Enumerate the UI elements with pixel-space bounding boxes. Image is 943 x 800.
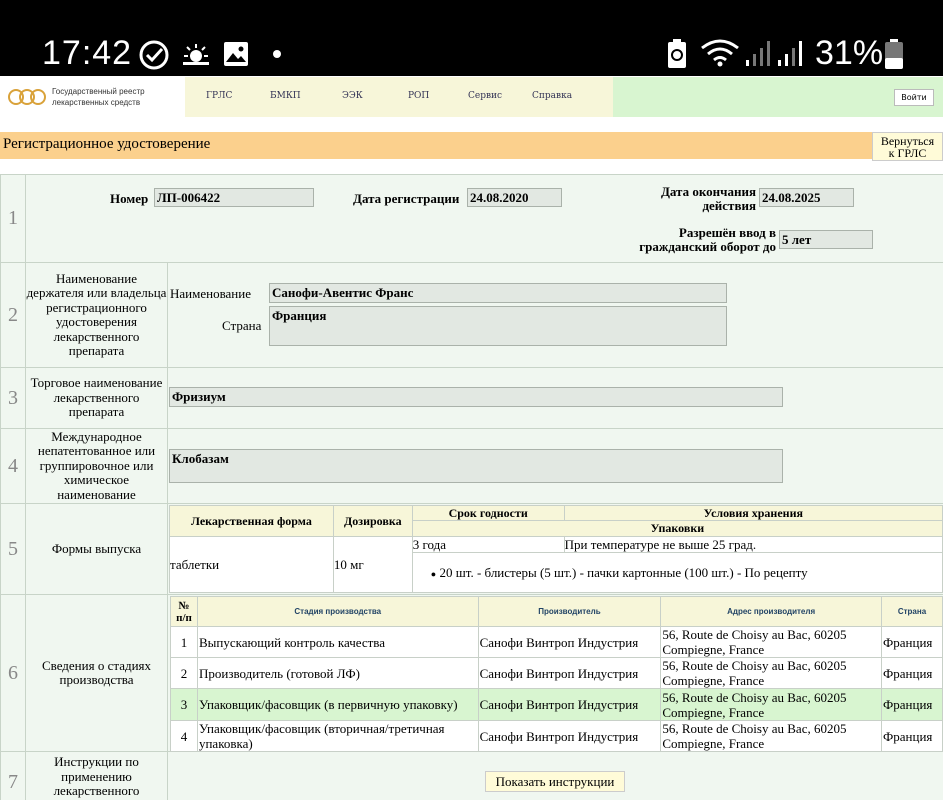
battery-saver-icon xyxy=(666,38,688,70)
back-to-grls-button[interactable]: Вернуться к ГРЛС xyxy=(872,132,943,161)
inn-label: Международное непатентованное или группировочное или химическое наименование xyxy=(26,429,168,503)
battery-percent: 31% xyxy=(815,34,884,72)
col-form: Лекарственная форма xyxy=(170,506,334,537)
logo-text: Государственный реестр лекарственных средств xyxy=(52,87,145,107)
col-stage: Стадия производства xyxy=(197,597,478,627)
holder-country-field: Франция xyxy=(269,306,727,346)
nav-bmkp[interactable]: БМКП xyxy=(270,91,301,101)
trade-name-label: Торговое наименование лекарственного препарата xyxy=(26,368,168,428)
status-bar xyxy=(0,0,943,76)
signal-icon xyxy=(744,38,772,68)
section-6 xyxy=(1,595,943,752)
weather-icon xyxy=(180,40,212,70)
section-number: 7 xyxy=(1,752,26,800)
package-item: 20 шт. - блистеры (5 шт.) - пачки картонные (100 шт.) - По рецепту xyxy=(439,564,808,580)
page-title: Регистрационное удостоверение xyxy=(3,136,211,152)
table-row: 3 Упаковщик/фасовщик (в первичную упаковку) Санофи Винтроп Индустрия 56, Route de Choisy au Bac, 60205 Compiegne, France Франция xyxy=(171,689,943,721)
allowed-until-field: 5 лет xyxy=(779,230,873,249)
form-cell: таблетки xyxy=(170,537,334,593)
reg-date-label: Дата регистрации xyxy=(353,191,460,206)
main-nav xyxy=(185,77,613,117)
holder-name-label: Наименование xyxy=(170,286,251,301)
section-3 xyxy=(1,368,943,429)
logo-rings-icon xyxy=(7,84,47,110)
package-cell: ● 20 шт. - блистеры (5 шт.) - пачки картонные (100 шт.) - По рецепту xyxy=(412,553,942,593)
release-forms-table xyxy=(169,505,943,593)
col-storage: Условия хранения xyxy=(564,506,942,521)
col-packages: Упаковки xyxy=(412,521,942,537)
gallery-icon xyxy=(222,40,250,68)
signal-icon-2 xyxy=(776,38,804,68)
shelf-cell: 3 года xyxy=(412,537,564,553)
certificate-details xyxy=(0,174,943,800)
logo[interactable] xyxy=(0,77,185,117)
page-title-bar xyxy=(0,132,872,159)
table-row: 4 Упаковщик/фасовщик (вторичная/третичная упаковка) Санофи Винтроп Индустрия 56, Route de Choisy au Bac, 60205 Compiegne, France Франция xyxy=(171,721,943,752)
section-number: 4 xyxy=(1,429,26,503)
instructions-label: Инструкции по применению лекарственного xyxy=(26,752,168,800)
header-right xyxy=(613,77,943,117)
holder-label: Наименование держателя или владельца регистрационного удостоверения лекарственного препарата xyxy=(26,263,168,367)
dot-icon xyxy=(272,49,282,59)
number-label: Номер xyxy=(110,191,149,206)
number-field: ЛП-006422 xyxy=(154,188,314,207)
end-date-field: 24.08.2025 xyxy=(759,188,854,207)
status-time: 17:42 xyxy=(42,34,133,72)
battery-icon xyxy=(884,38,904,70)
section-number: 3 xyxy=(1,368,26,428)
reg-date-field: 24.08.2020 xyxy=(467,188,562,207)
site-header xyxy=(0,77,943,117)
trade-name-field: Фризиум xyxy=(169,387,783,407)
col-producer: Производитель xyxy=(478,597,661,627)
section-number: 6 xyxy=(1,595,26,751)
inn-field: Клобазам xyxy=(169,449,783,483)
dose-cell: 10 мг xyxy=(333,537,412,593)
col-address: Адрес производителя xyxy=(661,597,882,627)
nav-service[interactable]: Сервис xyxy=(468,91,503,101)
col-shelf: Срок годности xyxy=(412,506,564,521)
storage-cell: При температуре не выше 25 град. xyxy=(564,537,942,553)
holder-country-label: Страна xyxy=(222,318,262,333)
nav-grls[interactable]: ГРЛС xyxy=(206,91,233,101)
section-5 xyxy=(1,504,943,595)
section-number: 1 xyxy=(1,175,26,262)
col-number: № п/п xyxy=(171,597,198,627)
show-instructions-button[interactable]: Показать инструкции xyxy=(485,771,625,792)
release-forms-label: Формы выпуска xyxy=(26,504,168,594)
wifi-icon xyxy=(700,38,740,68)
section-number: 2 xyxy=(1,263,26,367)
section-2 xyxy=(1,263,943,368)
col-dose: Дозировка xyxy=(333,506,412,537)
section-1 xyxy=(1,175,943,263)
login-button[interactable]: Войти xyxy=(894,89,934,106)
production-stages-table xyxy=(170,596,943,752)
col-country: Страна xyxy=(881,597,942,627)
nav-rop[interactable]: РОП xyxy=(408,91,430,101)
check-circle-icon xyxy=(138,39,170,71)
nav-help[interactable]: Справка xyxy=(532,91,573,101)
allowed-until-label: Разрешён ввод в гражданский оборот до xyxy=(639,225,776,254)
table-row: 1 Выпускающий контроль качества Санофи Винтроп Индустрия 56, Route de Choisy au Bac, 60205 Compiegne, France Франция xyxy=(171,627,943,658)
section-number: 5 xyxy=(1,504,26,594)
holder-name-field: Санофи-Авентис Франс xyxy=(269,283,727,303)
table-row: 2 Производитель (готовой ЛФ) Санофи Винтроп Индустрия 56, Route de Choisy au Bac, 60205 Compiegne, France Франция xyxy=(171,658,943,689)
nav-eek[interactable]: ЭЭК xyxy=(342,91,363,101)
section-4 xyxy=(1,429,943,504)
section-7 xyxy=(1,752,943,800)
production-stages-label: Сведения о стадиях производства xyxy=(26,595,168,751)
end-date-label: Дата окончания действия xyxy=(660,184,756,213)
